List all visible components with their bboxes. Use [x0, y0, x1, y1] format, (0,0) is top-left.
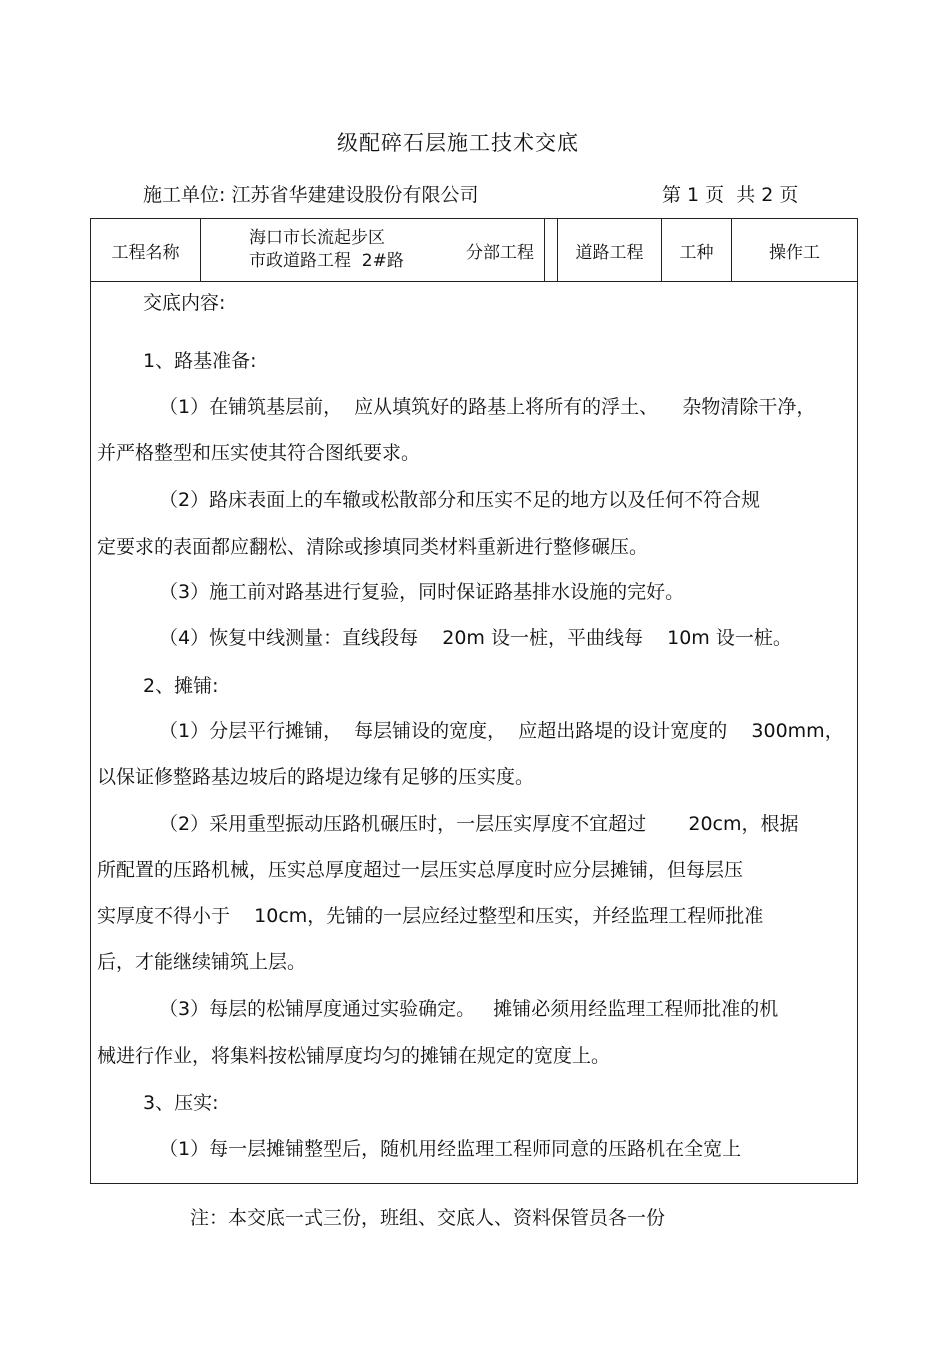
disclosure-table: [90, 218, 858, 1184]
section-3-heading: 3、压实:: [143, 1092, 219, 1114]
sub-label-cell: [443, 219, 558, 281]
paragraph-line: （2）采用重型振动压路机碾压时，一层压实厚度不宜超过 20cm，根据: [159, 813, 799, 835]
paragraph-line: （3）每层的松铺厚度通过实验确定。 摊铺必须用经监理工程师批准的机: [159, 998, 779, 1020]
sub-label: 分部工程: [466, 242, 534, 263]
section-2-heading: 2、摊铺:: [143, 675, 219, 697]
paragraph-line: 定要求的表面都应翻松、清除或掺填同类材料重新进行整修碾压。: [97, 536, 649, 558]
paragraph-line: （3）施工前对路基进行复验，同时保证路基排水设施的完好。: [159, 581, 685, 603]
paragraph-line: （1）每一层摊铺整型后，随机用经监理工程师同意的压路机在全宽上: [159, 1138, 742, 1160]
project-name-line1: 海口市长流起步区: [249, 228, 385, 248]
page-total: 共 2 页: [736, 184, 799, 206]
paragraph-line: 后，才能继续铺筑上层。: [97, 951, 307, 973]
paragraph-line: （1）在铺筑基层前， 应从填筑好的路基上将所有的浮土、 杂物清除干净，: [159, 396, 816, 418]
trade-value-cell: [732, 219, 857, 281]
trade-value: 操作工: [769, 242, 820, 263]
project-name-line2: 市政道路工程 2#路: [249, 251, 404, 271]
page-current: 第 1 页: [662, 184, 725, 206]
project-label: 工程名称: [111, 242, 180, 263]
unit-name: 江苏省华建建设股份有限公司: [231, 184, 479, 206]
paragraph-line: （2）路床表面上的车辙或松散部分和压实不足的地方以及任何不符合规: [159, 489, 761, 511]
paragraph-line: 所配置的压路机械，压实总厚度超过一层压实总厚度时应分层摊铺，但每层压: [97, 859, 744, 881]
sub-value: 道路工程: [575, 242, 644, 263]
trade-label-cell: [662, 219, 732, 281]
paragraph-line: （1）分层平行摊铺， 每层铺设的宽度， 应超出路堤的设计宽度的 300mm，: [159, 720, 844, 742]
construction-unit: [143, 180, 478, 207]
paragraph-line: 实厚度不得小于 10cm，先铺的一层应经过整型和压实，并经监理工程师批准: [97, 905, 764, 927]
footer-note: 注：本交底一式三份，班组、交底人、资料保管员各一份: [190, 1207, 666, 1229]
trade-label: 工种: [679, 242, 714, 263]
paragraph-line: 械进行作业，将集料按松铺厚度均匀的摊铺在规定的宽度上。: [97, 1045, 611, 1067]
document-title: 级配碎石层施工技术交底: [337, 131, 579, 155]
section-1-heading: 1、路基准备:: [143, 350, 257, 372]
project-label-cell: [91, 219, 201, 281]
paragraph-line: 并严格整型和压实使其符合图纸要求。: [97, 442, 421, 464]
header-row: [91, 219, 857, 282]
sub-value-cell: [558, 219, 662, 281]
paragraph-line: （4）恢复中线测量：直线段每 20m 设一桩，平曲线每 10m 设一桩。: [159, 627, 792, 649]
page-indicator: [662, 180, 798, 207]
unit-label: 施工单位:: [143, 184, 226, 206]
paragraph-line: 以保证修整路基边坡后的路堤边缘有足够的压实度。: [97, 766, 535, 788]
content-heading: 交底内容:: [143, 292, 226, 314]
